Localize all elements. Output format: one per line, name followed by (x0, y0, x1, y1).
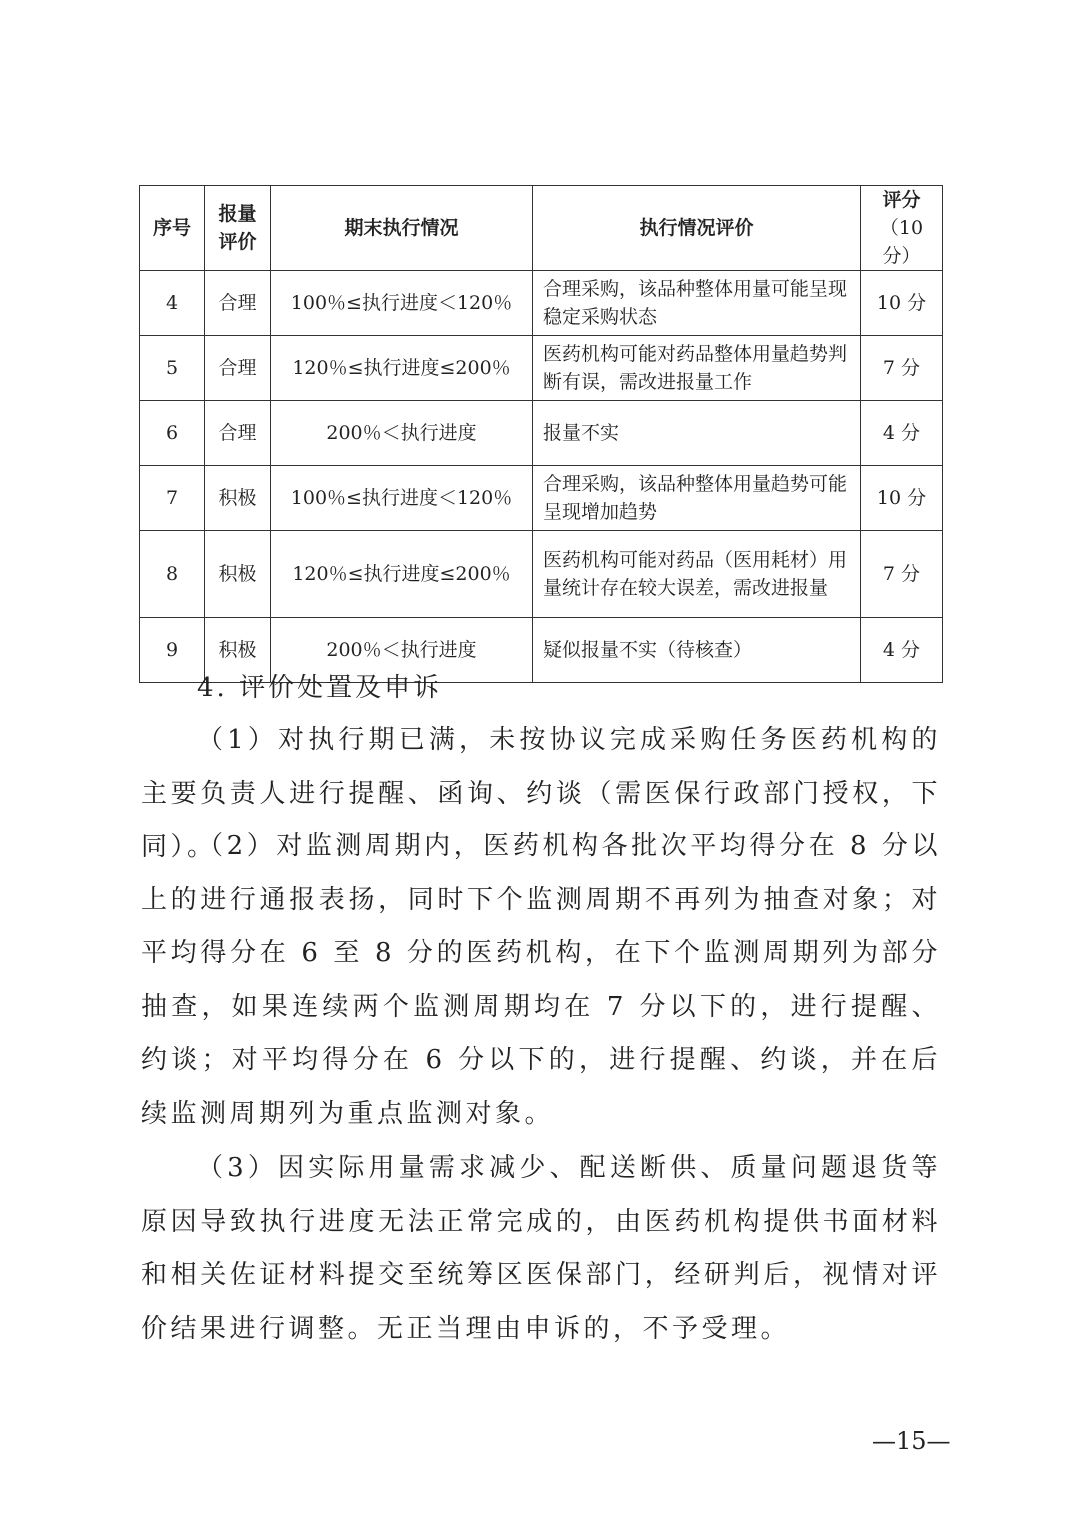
cell-seq: 8 (140, 531, 205, 618)
cell-status: 200％＜执行进度 (271, 618, 533, 683)
header-report-eval (205, 186, 271, 271)
header-exec-eval: 执行情况评价 (533, 186, 861, 271)
cell-score: 4 分 (861, 401, 943, 466)
cell-seq: 6 (140, 401, 205, 466)
header-score-line1: 评分 (882, 189, 921, 211)
cell-eval: 积极 (205, 466, 271, 531)
table-header-row (140, 186, 943, 271)
table-row (140, 271, 943, 336)
cell-eval: 合理 (205, 271, 271, 336)
cell-status: 120％≤执行进度≤200％ (271, 336, 533, 401)
cell-status: 100％≤执行进度＜120％ (271, 466, 533, 531)
header-seq: 序号 (140, 186, 205, 271)
section-heading: 4. 评价处置及申诉 (197, 673, 443, 703)
cell-comment: 医药机构可能对药品整体用量趋势判断有误，需改进报量工作 (533, 336, 861, 401)
table-row (140, 336, 943, 401)
cell-status: 200％＜执行进度 (271, 401, 533, 466)
header-period-end: 期末执行情况 (271, 186, 533, 271)
cell-eval: 积极 (205, 618, 271, 683)
cell-seq: 5 (140, 336, 205, 401)
cell-seq: 7 (140, 466, 205, 531)
cell-score: 7 分 (861, 336, 943, 401)
paragraph-1: （1）对执行期已满，未按协议完成采购任务医药机构的主要负责人进行提醒、函询、约谈（需医保行政部门授权，下同）。 (141, 725, 941, 862)
cell-comment: 合理采购，该品种整体用量可能呈现稳定采购状态 (533, 271, 861, 336)
table-row (140, 531, 943, 618)
cell-seq: 4 (140, 271, 205, 336)
cell-score: 4 分 (861, 618, 943, 683)
cell-comment: 合理采购，该品种整体用量趋势可能呈现增加趋势 (533, 466, 861, 531)
cell-comment: 疑似报量不实（待核查） (533, 618, 861, 683)
cell-eval: 积极 (205, 531, 271, 618)
paragraph-3: （3）因实际用量需求减少、配送断供、质量问题退货等原因导致执行进度无法正常完成的，由医药机构提供书面材料和相关佐证材料提交至统筹区医保部门，经研判后，视情对评价结果进行调整。无正当理由申诉的，不予受理。 (141, 1153, 941, 1344)
cell-seq: 9 (140, 618, 205, 683)
cell-score: 7 分 (861, 531, 943, 618)
cell-status: 100％≤执行进度＜120％ (271, 271, 533, 336)
paragraph-2: （2）对监测周期内，医药机构各批次平均得分在 8 分以上的进行通报表扬，同时下个监测周期不再列为抽查对象；对平均得分在 6 至 8 分的医药机构，在下个监测周期列为部分抽查，如果连续两个监测周期均在 7 分以下的，进行提醒、约谈；对平均得分在 6 分以下的，进行提醒、约谈，并在后续监测周期列为重点监测对象。 (141, 831, 941, 1129)
page-number: —15— (872, 1427, 951, 1455)
header-report-eval-line2: 评价 (218, 231, 257, 253)
cell-comment: 医药机构可能对药品（医用耗材）用量统计存在较大误差，需改进报量 (533, 531, 861, 618)
cell-status: 120％≤执行进度≤200％ (271, 531, 533, 618)
table-row (140, 466, 943, 531)
cell-score: 10 分 (861, 466, 943, 531)
header-score-line2: （10 分） (879, 217, 924, 267)
cell-score: 10 分 (861, 271, 943, 336)
header-score (861, 186, 943, 271)
header-report-eval-line1: 报量 (218, 203, 257, 225)
cell-eval: 合理 (205, 401, 271, 466)
table-row (140, 401, 943, 466)
cell-comment: 报量不实 (533, 401, 861, 466)
evaluation-table (139, 185, 943, 683)
cell-eval: 合理 (205, 336, 271, 401)
